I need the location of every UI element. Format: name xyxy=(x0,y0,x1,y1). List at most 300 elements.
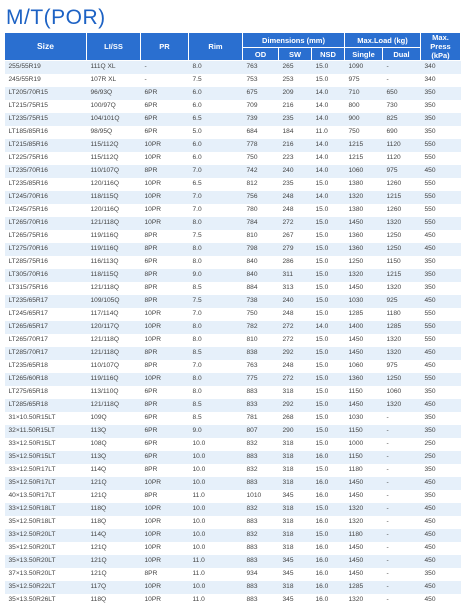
cell-sw: 216 xyxy=(279,139,312,152)
cell-size: 33×12.50R20LT xyxy=(5,529,87,542)
cell-liss: 119/116Q xyxy=(87,230,141,243)
cell-nsd: 15.0 xyxy=(312,334,345,347)
header-size: Size xyxy=(5,33,87,61)
cell-max-press: 250 xyxy=(421,451,461,464)
cell-liss: 110/107Q xyxy=(87,165,141,178)
cell-load-single: 1060 xyxy=(345,360,383,373)
cell-sw: 318 xyxy=(279,581,312,594)
cell-rim: 11.0 xyxy=(189,555,243,568)
cell-size: LT245/75R16 xyxy=(5,204,87,217)
cell-max-press: 450 xyxy=(421,295,461,308)
cell-size: LT265/60R18 xyxy=(5,373,87,386)
cell-pr: 10PR xyxy=(141,204,189,217)
cell-pr: 10PR xyxy=(141,542,189,555)
cell-max-press: 350 xyxy=(421,412,461,425)
cell-rim: 9.0 xyxy=(189,425,243,438)
cell-rim: 6.5 xyxy=(189,178,243,191)
cell-pr: 6PR xyxy=(141,87,189,100)
cell-pr: 10PR xyxy=(141,334,189,347)
table-row xyxy=(5,230,461,243)
cell-nsd: 16.0 xyxy=(312,477,345,490)
cell-size: 35×12.50R22LT xyxy=(5,581,87,594)
cell-load-single: 1320 xyxy=(345,269,383,282)
cell-load-dual: 650 xyxy=(383,87,421,100)
cell-pr: 6PR xyxy=(141,256,189,269)
cell-liss: 115/112Q xyxy=(87,139,141,152)
cell-nsd: 14.0 xyxy=(312,100,345,113)
cell-load-dual: 1180 xyxy=(383,308,421,321)
cell-rim: 6.0 xyxy=(189,87,243,100)
cell-pr: 8PR xyxy=(141,490,189,503)
table-row xyxy=(5,152,461,165)
cell-rim: 10.0 xyxy=(189,477,243,490)
cell-load-dual: - xyxy=(383,529,421,542)
cell-od: 883 xyxy=(243,451,279,464)
cell-od: 883 xyxy=(243,594,279,607)
cell-load-dual: - xyxy=(383,581,421,594)
cell-nsd: 16.0 xyxy=(312,568,345,581)
cell-od: 884 xyxy=(243,282,279,295)
cell-max-press: 450 xyxy=(421,594,461,607)
cell-od: 753 xyxy=(243,74,279,87)
cell-nsd: 15.0 xyxy=(312,464,345,477)
cell-size: LT315/75R16 xyxy=(5,282,87,295)
cell-od: 883 xyxy=(243,386,279,399)
cell-max-press: 450 xyxy=(421,360,461,373)
cell-load-single: 1320 xyxy=(345,191,383,204)
table-row xyxy=(5,516,461,529)
cell-size: LT265/65R17 xyxy=(5,321,87,334)
header-od: OD xyxy=(243,48,279,61)
cell-load-dual: 1250 xyxy=(383,230,421,243)
cell-load-dual: - xyxy=(383,568,421,581)
cell-rim: 8.5 xyxy=(189,412,243,425)
cell-pr: 8PR xyxy=(141,165,189,178)
cell-pr: 8PR xyxy=(141,282,189,295)
cell-nsd: 15.0 xyxy=(312,308,345,321)
cell-load-single: 1320 xyxy=(345,503,383,516)
cell-load-dual: - xyxy=(383,490,421,503)
cell-nsd: 16.0 xyxy=(312,542,345,555)
cell-pr: 6PR xyxy=(141,425,189,438)
table-row xyxy=(5,347,461,360)
cell-size: LT265/70R16 xyxy=(5,217,87,230)
table-row xyxy=(5,477,461,490)
cell-sw: 345 xyxy=(279,555,312,568)
cell-od: 840 xyxy=(243,256,279,269)
cell-od: 782 xyxy=(243,321,279,334)
cell-nsd: 15.0 xyxy=(312,425,345,438)
cell-max-press: 550 xyxy=(421,308,461,321)
cell-sw: 235 xyxy=(279,113,312,126)
cell-load-single: 975 xyxy=(345,74,383,87)
cell-sw: 345 xyxy=(279,568,312,581)
cell-pr: - xyxy=(141,61,189,74)
cell-load-single: 1150 xyxy=(345,425,383,438)
cell-load-single: 1215 xyxy=(345,152,383,165)
cell-load-dual: - xyxy=(383,451,421,464)
cell-rim: 8.0 xyxy=(189,61,243,74)
table-row xyxy=(5,204,461,217)
cell-load-single: 1320 xyxy=(345,594,383,607)
cell-od: 883 xyxy=(243,477,279,490)
cell-load-single: 1450 xyxy=(345,490,383,503)
cell-load-single: 1030 xyxy=(345,295,383,308)
cell-load-dual: 1250 xyxy=(383,243,421,256)
cell-pr: 6PR xyxy=(141,113,189,126)
header-sw: SW xyxy=(279,48,312,61)
cell-sw: 272 xyxy=(279,334,312,347)
cell-max-press: 350 xyxy=(421,490,461,503)
cell-sw: 240 xyxy=(279,295,312,308)
cell-nsd: 15.0 xyxy=(312,529,345,542)
cell-max-press: 350 xyxy=(421,113,461,126)
cell-sw: 253 xyxy=(279,74,312,87)
cell-size: LT245/65R17 xyxy=(5,308,87,321)
cell-liss: 119/116Q xyxy=(87,243,141,256)
cell-pr: 8PR xyxy=(141,464,189,477)
cell-liss: 121Q xyxy=(87,568,141,581)
table-row xyxy=(5,503,461,516)
cell-rim: 6.0 xyxy=(189,152,243,165)
cell-liss: 120/116Q xyxy=(87,204,141,217)
cell-max-press: 450 xyxy=(421,503,461,516)
cell-max-press: 350 xyxy=(421,87,461,100)
cell-size: LT235/85R16 xyxy=(5,178,87,191)
cell-nsd: 14.0 xyxy=(312,191,345,204)
cell-sw: 272 xyxy=(279,321,312,334)
cell-od: 738 xyxy=(243,295,279,308)
cell-pr: 6PR xyxy=(141,451,189,464)
cell-max-press: 450 xyxy=(421,347,461,360)
cell-od: 812 xyxy=(243,178,279,191)
cell-load-single: 800 xyxy=(345,100,383,113)
cell-load-dual: - xyxy=(383,425,421,438)
cell-size: LT285/65R18 xyxy=(5,399,87,412)
cell-od: 810 xyxy=(243,230,279,243)
cell-pr: 10PR xyxy=(141,217,189,230)
cell-size: LT275/70R16 xyxy=(5,243,87,256)
cell-sw: 318 xyxy=(279,438,312,451)
cell-load-dual: 730 xyxy=(383,100,421,113)
cell-load-dual: - xyxy=(383,503,421,516)
cell-rim: 8.5 xyxy=(189,399,243,412)
cell-max-press: 450 xyxy=(421,581,461,594)
header-single: Single xyxy=(345,48,383,61)
cell-pr: 10PR xyxy=(141,152,189,165)
cell-liss: 120/117Q xyxy=(87,321,141,334)
cell-liss: 118Q xyxy=(87,503,141,516)
cell-od: 838 xyxy=(243,347,279,360)
cell-nsd: 15.0 xyxy=(312,412,345,425)
cell-nsd: 15.0 xyxy=(312,282,345,295)
cell-sw: 223 xyxy=(279,152,312,165)
cell-rim: 10.0 xyxy=(189,438,243,451)
cell-load-single: 1360 xyxy=(345,373,383,386)
cell-od: 780 xyxy=(243,204,279,217)
table-row xyxy=(5,542,461,555)
cell-size: 35×12.50R20LT xyxy=(5,542,87,555)
table-row xyxy=(5,113,461,126)
table-row xyxy=(5,308,461,321)
cell-pr: 10PR xyxy=(141,139,189,152)
table-row xyxy=(5,438,461,451)
cell-od: 883 xyxy=(243,542,279,555)
cell-rim: 7.0 xyxy=(189,165,243,178)
cell-pr: 8PR xyxy=(141,230,189,243)
cell-rim: 8.0 xyxy=(189,243,243,256)
cell-max-press: 350 xyxy=(421,100,461,113)
cell-load-single: 1450 xyxy=(345,555,383,568)
table-row xyxy=(5,581,461,594)
cell-sw: 267 xyxy=(279,230,312,243)
cell-rim: 10.0 xyxy=(189,529,243,542)
cell-load-dual: 1150 xyxy=(383,256,421,269)
cell-liss: 116/113Q xyxy=(87,256,141,269)
cell-liss: 118/115Q xyxy=(87,191,141,204)
cell-pr: 8PR xyxy=(141,269,189,282)
cell-load-dual: 1320 xyxy=(383,399,421,412)
cell-load-dual: 1320 xyxy=(383,334,421,347)
table-row xyxy=(5,126,461,139)
cell-rim: 10.0 xyxy=(189,516,243,529)
cell-sw: 209 xyxy=(279,87,312,100)
cell-load-dual: - xyxy=(383,542,421,555)
cell-od: 742 xyxy=(243,165,279,178)
cell-rim: 10.0 xyxy=(189,581,243,594)
cell-size: 32×11.50R15LT xyxy=(5,425,87,438)
cell-od: 709 xyxy=(243,100,279,113)
cell-load-single: 1285 xyxy=(345,308,383,321)
cell-sw: 318 xyxy=(279,464,312,477)
table-row xyxy=(5,178,461,191)
cell-liss: 111Q XL xyxy=(87,61,141,74)
cell-pr: 8PR xyxy=(141,399,189,412)
cell-load-single: 1320 xyxy=(345,516,383,529)
cell-load-single: 1450 xyxy=(345,399,383,412)
cell-max-press: 450 xyxy=(421,555,461,568)
cell-size: 245/55R19 xyxy=(5,74,87,87)
cell-load-dual: - xyxy=(383,438,421,451)
cell-nsd: 16.0 xyxy=(312,490,345,503)
cell-load-single: 1450 xyxy=(345,347,383,360)
cell-size: LT285/75R16 xyxy=(5,256,87,269)
cell-max-press: 450 xyxy=(421,542,461,555)
cell-load-single: 1030 xyxy=(345,412,383,425)
cell-rim: 5.0 xyxy=(189,126,243,139)
cell-load-single: 1450 xyxy=(345,568,383,581)
cell-nsd: 14.0 xyxy=(312,165,345,178)
cell-nsd: 14.0 xyxy=(312,113,345,126)
cell-load-single: 1450 xyxy=(345,334,383,347)
cell-rim: 8.5 xyxy=(189,282,243,295)
cell-liss: 121/118Q xyxy=(87,334,141,347)
cell-od: 810 xyxy=(243,334,279,347)
cell-od: 684 xyxy=(243,126,279,139)
cell-size: LT235/75R15 xyxy=(5,113,87,126)
table-body xyxy=(5,61,461,607)
cell-od: 1010 xyxy=(243,490,279,503)
cell-max-press: 350 xyxy=(421,269,461,282)
cell-pr: 8PR xyxy=(141,347,189,360)
cell-nsd: 15.0 xyxy=(312,360,345,373)
cell-size: 35×13.50R26LT xyxy=(5,594,87,607)
cell-load-single: 1360 xyxy=(345,243,383,256)
cell-size: 33×12.50R18LT xyxy=(5,503,87,516)
cell-size: LT205/70R15 xyxy=(5,87,87,100)
cell-max-press: 250 xyxy=(421,438,461,451)
cell-od: 807 xyxy=(243,425,279,438)
cell-rim: 6.0 xyxy=(189,139,243,152)
cell-liss: 113/110Q xyxy=(87,386,141,399)
cell-nsd: 15.0 xyxy=(312,269,345,282)
table-row xyxy=(5,594,461,607)
cell-load-dual: - xyxy=(383,464,421,477)
cell-nsd: 15.0 xyxy=(312,256,345,269)
table-row xyxy=(5,360,461,373)
cell-nsd: 16.0 xyxy=(312,451,345,464)
table-row xyxy=(5,399,461,412)
cell-size: 33×12.50R17LT xyxy=(5,464,87,477)
cell-nsd: 16.0 xyxy=(312,594,345,607)
cell-load-single: 1215 xyxy=(345,139,383,152)
cell-od: 883 xyxy=(243,516,279,529)
cell-max-press: 350 xyxy=(421,256,461,269)
cell-size: LT225/75R16 xyxy=(5,152,87,165)
cell-pr: 8PR xyxy=(141,568,189,581)
cell-liss: 114Q xyxy=(87,464,141,477)
cell-rim: 11.0 xyxy=(189,490,243,503)
cell-nsd: 15.0 xyxy=(312,347,345,360)
cell-od: 833 xyxy=(243,399,279,412)
cell-nsd: 15.0 xyxy=(312,243,345,256)
cell-size: 35×12.50R15LT xyxy=(5,451,87,464)
cell-rim: 6.5 xyxy=(189,113,243,126)
cell-pr: 8PR xyxy=(141,295,189,308)
cell-max-press: 350 xyxy=(421,282,461,295)
cell-rim: 10.0 xyxy=(189,451,243,464)
cell-liss: 113Q xyxy=(87,451,141,464)
cell-liss: 117Q xyxy=(87,581,141,594)
cell-sw: 311 xyxy=(279,269,312,282)
cell-sw: 235 xyxy=(279,178,312,191)
cell-pr: 10PR xyxy=(141,191,189,204)
cell-load-dual: - xyxy=(383,516,421,529)
cell-max-press: 550 xyxy=(421,191,461,204)
cell-pr: 6PR xyxy=(141,386,189,399)
cell-load-single: 1000 xyxy=(345,438,383,451)
cell-nsd: 15.0 xyxy=(312,386,345,399)
cell-size: LT265/70R17 xyxy=(5,334,87,347)
cell-load-dual: 925 xyxy=(383,295,421,308)
cell-nsd: 16.0 xyxy=(312,555,345,568)
header-rim: Rim xyxy=(189,33,243,61)
cell-sw: 318 xyxy=(279,542,312,555)
cell-load-single: 900 xyxy=(345,113,383,126)
cell-sw: 272 xyxy=(279,373,312,386)
cell-pr: 10PR xyxy=(141,555,189,568)
table-row xyxy=(5,256,461,269)
cell-max-press: 550 xyxy=(421,178,461,191)
cell-size: 40×13.50R17LT xyxy=(5,490,87,503)
cell-size: 35×12.50R18LT xyxy=(5,516,87,529)
header-dimensions: Dimensions (mm) xyxy=(243,33,345,48)
cell-rim: 10.0 xyxy=(189,542,243,555)
cell-sw: 240 xyxy=(279,165,312,178)
header-max-load: Max.Load (kg) xyxy=(345,33,421,48)
cell-max-press: 450 xyxy=(421,529,461,542)
header-max-press: Max. Press (kPa) xyxy=(421,33,461,61)
cell-max-press: 350 xyxy=(421,568,461,581)
cell-nsd: 14.0 xyxy=(312,321,345,334)
cell-rim: 10.0 xyxy=(189,503,243,516)
cell-sw: 184 xyxy=(279,126,312,139)
table-row xyxy=(5,334,461,347)
table-row xyxy=(5,451,461,464)
cell-load-dual: - xyxy=(383,477,421,490)
cell-liss: 121/118Q xyxy=(87,282,141,295)
cell-liss: 115/112Q xyxy=(87,152,141,165)
cell-nsd: 15.0 xyxy=(312,178,345,191)
cell-size: LT235/65R18 xyxy=(5,360,87,373)
cell-max-press: 350 xyxy=(421,425,461,438)
cell-sw: 248 xyxy=(279,191,312,204)
cell-nsd: 16.0 xyxy=(312,581,345,594)
cell-nsd: 15.0 xyxy=(312,503,345,516)
cell-liss: 110/107Q xyxy=(87,360,141,373)
cell-pr: 10PR xyxy=(141,373,189,386)
table-row xyxy=(5,555,461,568)
cell-size: 255/55R19 xyxy=(5,61,87,74)
cell-load-dual: 1120 xyxy=(383,152,421,165)
cell-liss: 118Q xyxy=(87,516,141,529)
table-row xyxy=(5,295,461,308)
cell-nsd: 15.0 xyxy=(312,61,345,74)
cell-nsd: 16.0 xyxy=(312,516,345,529)
cell-max-press: 550 xyxy=(421,334,461,347)
cell-load-single: 1180 xyxy=(345,464,383,477)
cell-nsd: 11.0 xyxy=(312,126,345,139)
table-row xyxy=(5,61,461,74)
table-row xyxy=(5,568,461,581)
cell-pr: 10PR xyxy=(141,594,189,607)
cell-sw: 318 xyxy=(279,516,312,529)
cell-max-press: 550 xyxy=(421,204,461,217)
cell-nsd: 15.0 xyxy=(312,399,345,412)
cell-rim: 7.5 xyxy=(189,230,243,243)
cell-size: 35×13.50R20LT xyxy=(5,555,87,568)
cell-size: 31×10.50R15LT xyxy=(5,412,87,425)
cell-rim: 8.5 xyxy=(189,347,243,360)
cell-liss: 121Q xyxy=(87,477,141,490)
cell-load-single: 1250 xyxy=(345,256,383,269)
cell-load-dual: 1215 xyxy=(383,269,421,282)
cell-load-single: 1450 xyxy=(345,217,383,230)
cell-rim: 7.0 xyxy=(189,204,243,217)
cell-liss: 107R XL xyxy=(87,74,141,87)
cell-liss: 118Q xyxy=(87,594,141,607)
cell-load-dual: 1120 xyxy=(383,139,421,152)
cell-size: 37×13.50R20LT xyxy=(5,568,87,581)
cell-liss: 109Q xyxy=(87,412,141,425)
cell-max-press: 340 xyxy=(421,61,461,74)
cell-sw: 248 xyxy=(279,308,312,321)
table-row xyxy=(5,165,461,178)
cell-max-press: 450 xyxy=(421,399,461,412)
cell-od: 832 xyxy=(243,438,279,451)
cell-max-press: 550 xyxy=(421,373,461,386)
cell-sw: 318 xyxy=(279,503,312,516)
